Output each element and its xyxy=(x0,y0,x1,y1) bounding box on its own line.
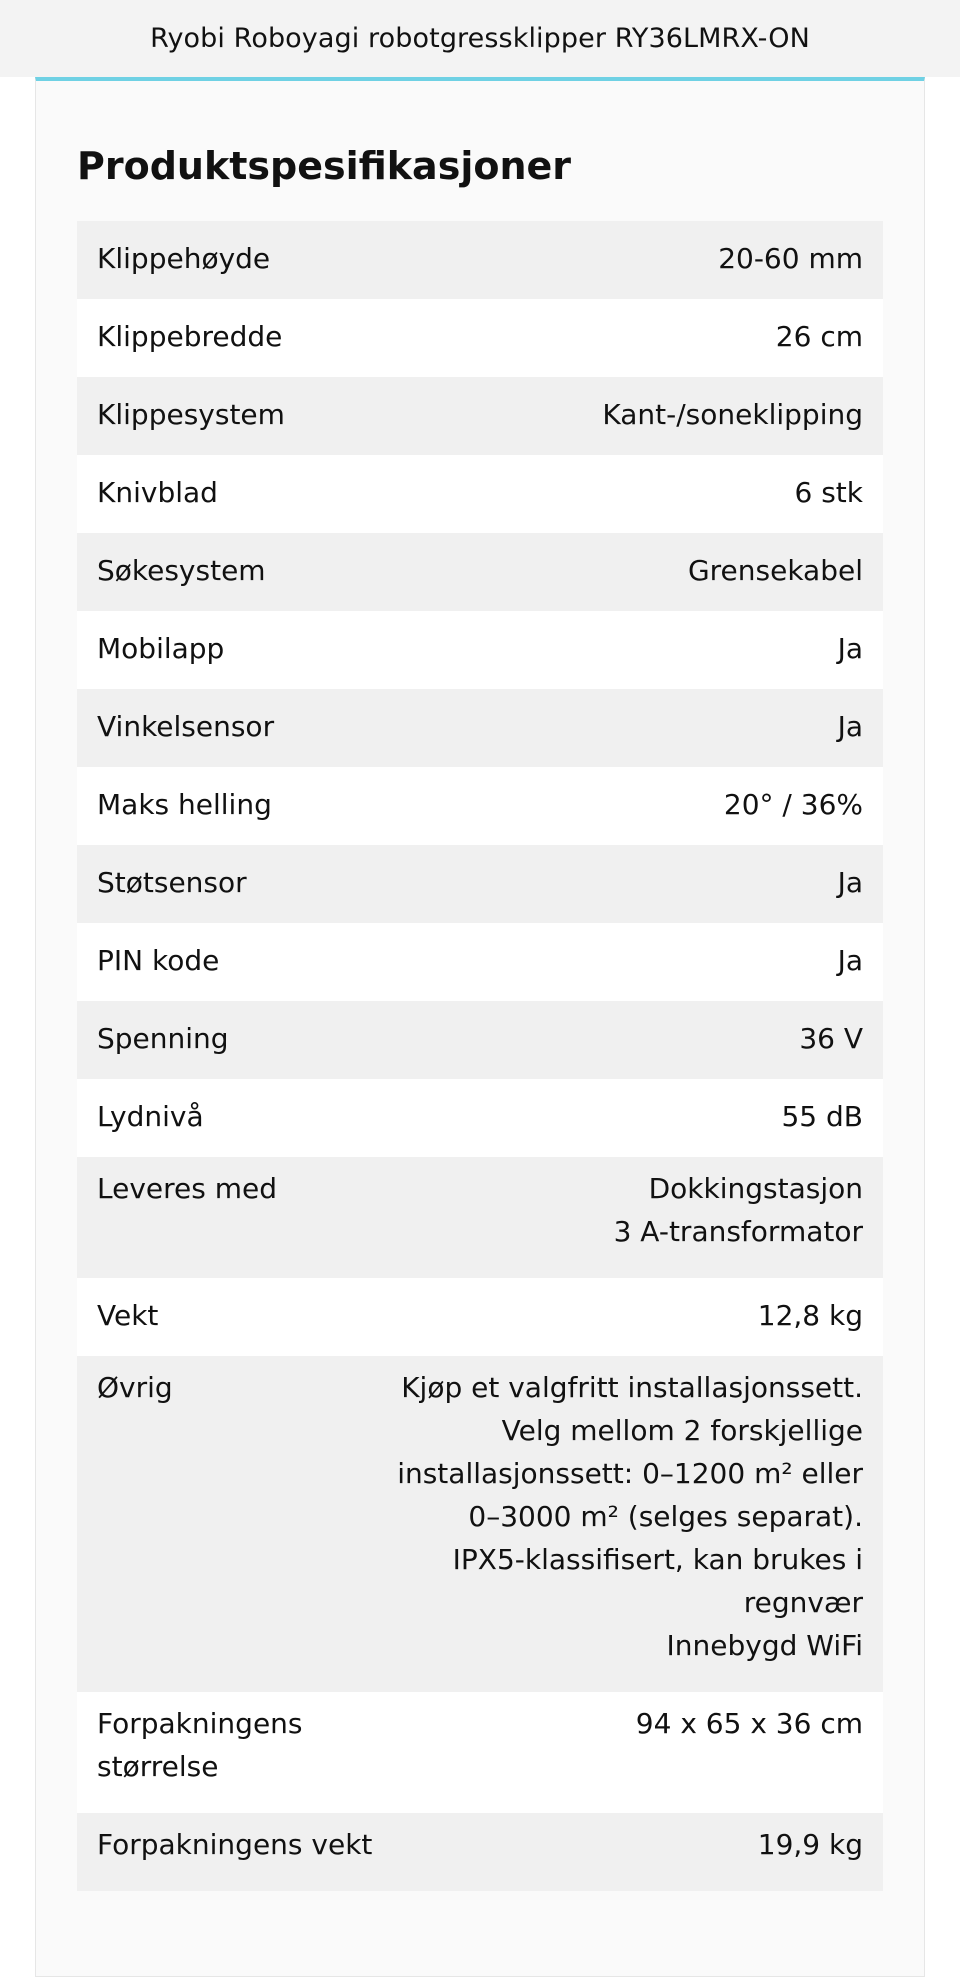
spec-value: 19,9 kg xyxy=(757,1828,863,1861)
spec-value: 6 stk xyxy=(794,476,863,509)
spec-row xyxy=(77,767,883,845)
spec-row xyxy=(77,1278,883,1356)
spec-row xyxy=(77,533,883,611)
spec-label: Klippehøyde xyxy=(97,242,271,275)
spec-label: Klippesystem xyxy=(97,398,285,431)
spec-value: 55 dB xyxy=(781,1100,863,1133)
spec-value: 20° / 36% xyxy=(723,788,863,821)
spec-value: 12,8 kg xyxy=(757,1299,863,1332)
spec-row xyxy=(77,1001,883,1079)
spec-label: Forpakningens vekt xyxy=(97,1828,373,1861)
spec-value: Grensekabel xyxy=(687,554,863,587)
spec-value: Kant-/soneklipping xyxy=(602,398,863,431)
spec-value: Ja xyxy=(837,632,863,665)
spec-label: Knivblad xyxy=(97,476,218,509)
section-title: Produktspesifikasjoner xyxy=(77,144,572,188)
spec-label: Vinkelsensor xyxy=(97,710,275,743)
spec-value: Ja xyxy=(837,866,863,899)
spec-label: Maks helling xyxy=(97,788,272,821)
spec-table xyxy=(77,221,883,1891)
spec-label: Mobilapp xyxy=(97,632,225,665)
spec-value: Dokkingstasjon 3 A-transformator xyxy=(613,1172,863,1248)
spec-row xyxy=(77,845,883,923)
spec-row xyxy=(77,1079,883,1157)
spec-label: Spenning xyxy=(97,1022,229,1055)
spec-row xyxy=(77,923,883,1001)
spec-row xyxy=(77,299,883,377)
spec-row xyxy=(77,1356,883,1692)
spec-label: Forpakningens størrelse xyxy=(97,1707,303,1783)
spec-label: PIN kode xyxy=(97,944,220,977)
spec-row xyxy=(77,377,883,455)
product-title: Ryobi Roboyagi robotgressklipper RY36LMRX-ON xyxy=(150,23,810,54)
spec-row xyxy=(77,455,883,533)
spec-value: Ja xyxy=(837,710,863,743)
spec-value: 94 x 65 x 36 cm xyxy=(635,1707,863,1740)
spec-label: Øvrig xyxy=(97,1371,173,1404)
spec-label: Vekt xyxy=(97,1299,159,1332)
spec-label: Støtsensor xyxy=(97,866,247,899)
spec-row xyxy=(77,611,883,689)
spec-label: Søkesystem xyxy=(97,554,266,587)
spec-row xyxy=(77,1813,883,1891)
product-header-bar xyxy=(0,0,960,77)
spec-label: Lydnivå xyxy=(97,1100,204,1133)
spec-label: Leveres med xyxy=(97,1172,278,1205)
spec-row xyxy=(77,221,883,299)
spec-row xyxy=(77,1692,883,1813)
spec-value: Ja xyxy=(837,944,863,977)
spec-value: 36 V xyxy=(799,1022,863,1055)
spec-row xyxy=(77,1157,883,1278)
spec-row xyxy=(77,689,883,767)
spec-value: Kjøp et valgfritt installasjonssett. Velg mellom 2 forskjellige installasjonssett: 0–1200 m² eller 0–3000 m² (selges separat). IPX5-klassifisert, kan brukes i regnvær Innebygd WiFi xyxy=(397,1371,863,1662)
spec-value: 20-60 mm xyxy=(718,242,863,275)
spec-label: Klippebredde xyxy=(97,320,283,353)
spec-value: 26 cm xyxy=(775,320,863,353)
